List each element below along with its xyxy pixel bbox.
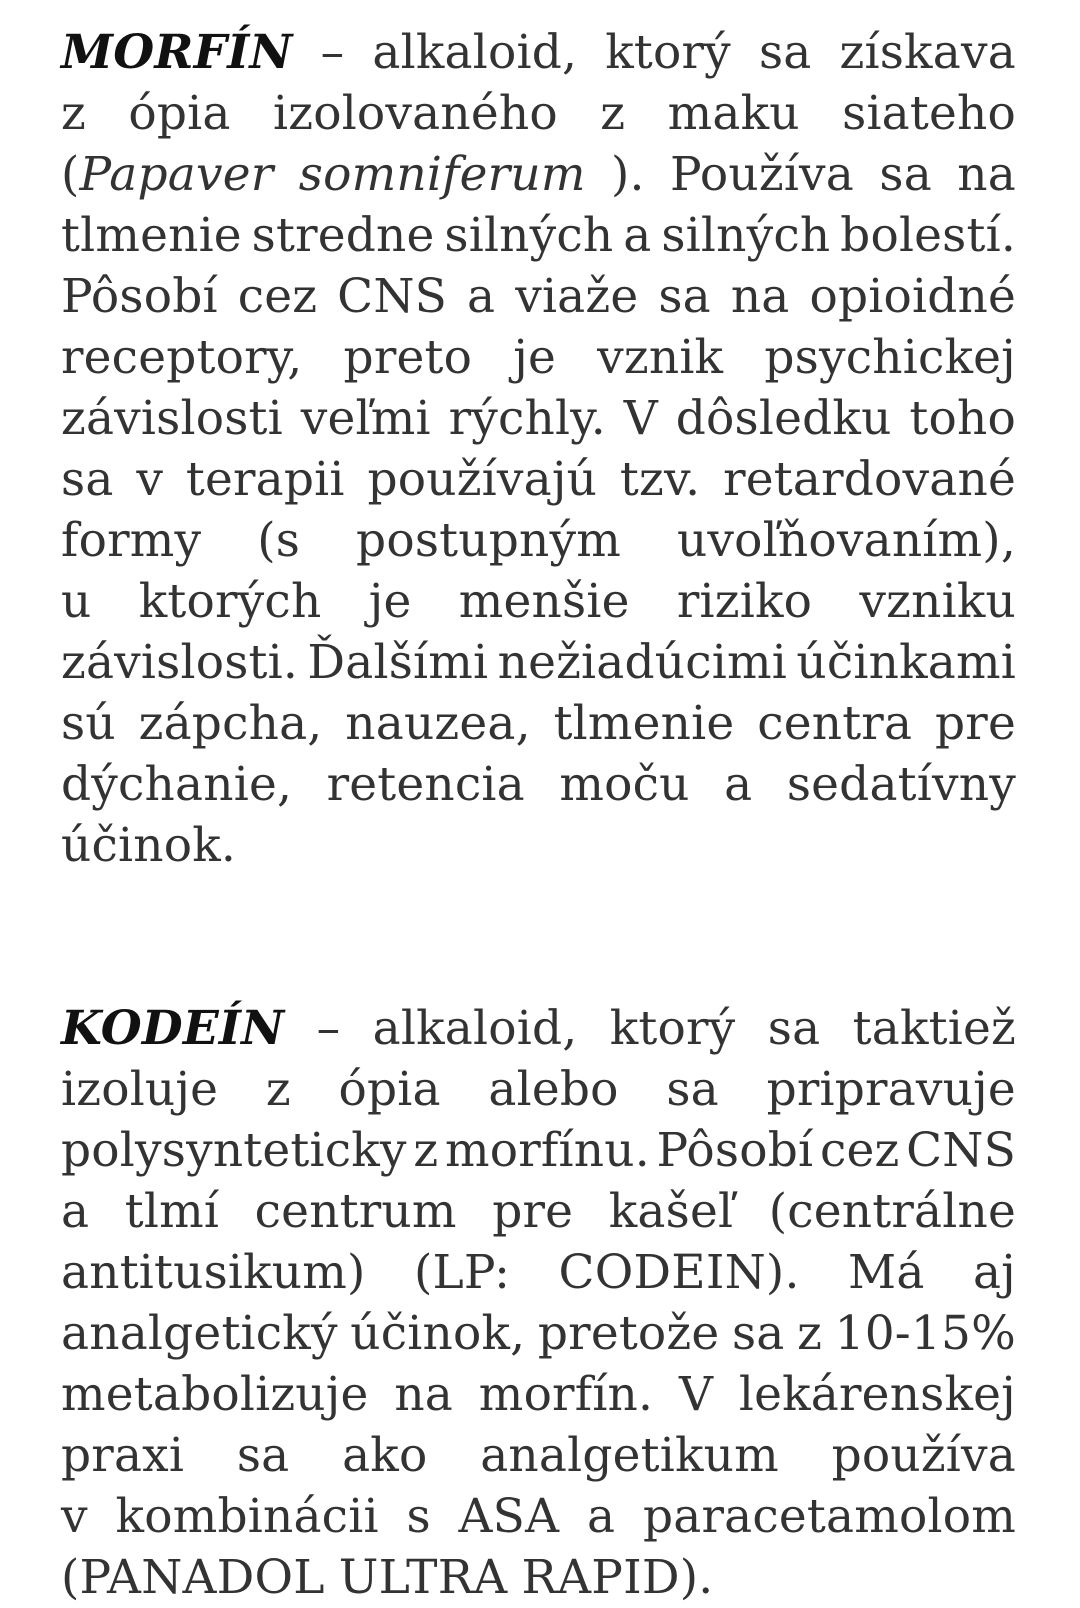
- word-group: [559, 1242, 800, 1303]
- word-group: [842, 83, 1016, 144]
- word-group: [658, 266, 711, 327]
- word-group: [479, 1364, 653, 1425]
- word-group: [787, 754, 1016, 815]
- text-word: používajú: [367, 452, 598, 507]
- word-group: [61, 1303, 338, 1364]
- text-word: v: [61, 1489, 88, 1544]
- text-word: silných: [661, 208, 831, 263]
- word-group: [498, 632, 787, 693]
- text-word: sa: [758, 25, 812, 80]
- word-group: [299, 144, 586, 205]
- word-group: [624, 388, 658, 449]
- text-word: ).: [610, 147, 645, 202]
- text-word: ULTRA: [338, 1550, 508, 1605]
- word-group: [957, 144, 1016, 205]
- word-group: [853, 998, 1016, 1059]
- text-word: CNS: [337, 269, 448, 324]
- text-word: tlmenie: [61, 208, 242, 263]
- text-word: u: [61, 574, 92, 629]
- word-group: [909, 388, 1016, 449]
- text-word: v: [136, 452, 164, 507]
- text-line: [61, 1547, 1016, 1608]
- word-group: [670, 144, 854, 205]
- text-word: V: [623, 391, 658, 446]
- word-group: [513, 327, 556, 388]
- text-word: ako: [342, 1428, 428, 1483]
- word-group: [840, 205, 1016, 266]
- text-word: –: [320, 25, 345, 80]
- text-word: (s: [257, 513, 301, 568]
- word-group: [676, 388, 892, 449]
- word-group: [307, 632, 488, 693]
- text-word: analgetikum: [480, 1428, 779, 1483]
- text-word: z: [600, 86, 626, 141]
- word-group: [61, 754, 292, 815]
- text-word: V: [678, 1367, 714, 1422]
- text-word: a: [724, 757, 753, 812]
- text-word: používa: [831, 1428, 1016, 1483]
- text-word: na: [957, 147, 1016, 202]
- text-word: izolovaného: [273, 86, 558, 141]
- text-line: [61, 754, 1016, 815]
- text-word: získava: [839, 25, 1016, 80]
- word-group: [266, 1059, 291, 1120]
- word-group: [796, 632, 1016, 693]
- text-word: postupným: [356, 513, 621, 568]
- word-group: [480, 1425, 779, 1486]
- text-word: alkaloid,: [372, 25, 578, 80]
- text-word: tzv.: [619, 452, 701, 507]
- text-line: [61, 1303, 1016, 1364]
- text-word: –: [316, 1001, 341, 1056]
- text-word: lekárenskej: [738, 1367, 1016, 1422]
- text-word: pretože: [537, 1306, 720, 1361]
- text-line: [61, 266, 1016, 327]
- text-word: (centrálne: [768, 1184, 1016, 1239]
- text-word: alebo: [488, 1062, 619, 1117]
- word-group: [61, 1486, 88, 1547]
- text-word: a: [467, 269, 496, 324]
- word-group: [238, 266, 318, 327]
- word-group: [522, 1547, 714, 1608]
- text-word: retencia: [326, 757, 525, 812]
- text-word: účinok,: [350, 1306, 526, 1361]
- text-line: [61, 327, 1016, 388]
- text-word: ktorý: [609, 1001, 736, 1056]
- text-word: ASA: [458, 1489, 560, 1544]
- word-group: [848, 1242, 925, 1303]
- word-group: [61, 388, 283, 449]
- word-group: [559, 754, 689, 815]
- text-word: s: [406, 1489, 431, 1544]
- word-group: [973, 1242, 1016, 1303]
- word-group: [767, 1059, 1016, 1120]
- text-word: siateho: [842, 86, 1016, 141]
- text-word: CNS: [906, 1123, 1016, 1178]
- text-line: [61, 693, 1016, 754]
- text-line: [61, 388, 1016, 449]
- text-line: [61, 571, 1016, 632]
- word-group: [679, 1364, 713, 1425]
- word-group: [139, 693, 323, 754]
- text-word: Pôsobí: [61, 269, 218, 324]
- word-group: [757, 693, 912, 754]
- word-group: [840, 22, 1016, 83]
- text-word: izoluje: [61, 1062, 219, 1117]
- text-word: formy: [61, 513, 202, 568]
- word-group: [668, 83, 800, 144]
- text-line: [61, 1181, 1016, 1242]
- word-group: [445, 1120, 650, 1181]
- word-group: [764, 327, 1016, 388]
- word-group: [643, 1486, 1016, 1547]
- text-word: praxi: [61, 1428, 185, 1483]
- word-group: [317, 998, 341, 1059]
- text-word: metabolizuje: [61, 1367, 369, 1422]
- word-group: [342, 1425, 427, 1486]
- word-group: [449, 388, 606, 449]
- word-group: [759, 22, 812, 83]
- word-group: [61, 1547, 325, 1608]
- text-word: sa: [666, 1062, 719, 1117]
- text-word: centrum: [254, 1184, 457, 1239]
- text-word: menšie: [458, 574, 630, 629]
- text-word: a: [623, 208, 652, 263]
- word-group: [444, 205, 613, 266]
- text-word: (: [61, 147, 80, 202]
- word-group: [327, 754, 525, 815]
- text-word: paracetamolom: [642, 1489, 1016, 1544]
- text-word: (LP:: [413, 1245, 511, 1300]
- word-group: [597, 327, 723, 388]
- word-group: [273, 83, 558, 144]
- text-word: morfínu.: [445, 1123, 650, 1178]
- text-word: terapii: [185, 452, 345, 507]
- word-group: [731, 266, 790, 327]
- word-group: [139, 571, 322, 632]
- text-word: rýchly.: [448, 391, 606, 446]
- word-group: [724, 754, 752, 815]
- word-group: [859, 571, 1016, 632]
- text-word: RAPID).: [521, 1550, 714, 1605]
- word-group: [61, 815, 236, 876]
- word-group: [723, 449, 1016, 510]
- text-word: taktiež: [852, 1001, 1016, 1056]
- text-word: cez: [819, 1123, 900, 1178]
- text-line: [61, 1364, 1016, 1425]
- word-group: [252, 205, 435, 266]
- word-group: [136, 449, 163, 510]
- text-word: uvoľňovaním),: [676, 513, 1016, 568]
- word-group: [459, 571, 630, 632]
- text-word: Má: [848, 1245, 925, 1300]
- text-word: sa: [236, 1428, 290, 1483]
- word-group: [677, 571, 812, 632]
- text-word: viaže: [515, 269, 639, 324]
- word-group: [768, 998, 821, 1059]
- word-group: [666, 1059, 719, 1120]
- text-word: psychickej: [764, 330, 1016, 385]
- text-word: polysynteticky: [61, 1123, 407, 1178]
- text-word: toho: [909, 391, 1016, 446]
- word-group: [61, 510, 201, 571]
- text-word: a: [61, 1184, 90, 1239]
- word-group: [935, 693, 1016, 754]
- text-word: závislosti: [61, 391, 283, 446]
- word-group: [255, 1181, 457, 1242]
- word-group: [367, 449, 597, 510]
- word-group: [373, 998, 578, 1059]
- text-word: tlmí: [124, 1184, 220, 1239]
- word-group: [835, 1303, 1016, 1364]
- text-word: ópia: [128, 86, 231, 141]
- word-group: [61, 205, 242, 266]
- word-group: [301, 388, 431, 449]
- word-group: [515, 266, 638, 327]
- word-group: [61, 22, 293, 83]
- word-group: [369, 571, 412, 632]
- text-word: receptory,: [61, 330, 303, 385]
- text-line: [61, 1120, 1016, 1181]
- text-word: účinkami: [796, 635, 1016, 690]
- entry-term: MORFÍN: [61, 25, 293, 80]
- word-group: [61, 266, 218, 327]
- text-word: sa: [767, 1001, 821, 1056]
- text-word: vznik: [597, 330, 724, 385]
- word-group: [657, 1120, 814, 1181]
- text-word: pre: [492, 1184, 574, 1239]
- word-group: [61, 1425, 184, 1486]
- text-word: riziko: [676, 574, 813, 629]
- text-word: z: [265, 1062, 291, 1117]
- text-word: somniferum: [298, 147, 586, 202]
- text-line: [61, 144, 1016, 205]
- word-group: [237, 1425, 290, 1486]
- word-group: [116, 1486, 379, 1547]
- word-group: [61, 998, 284, 1059]
- text-word: stredne: [251, 208, 435, 263]
- word-group: [554, 693, 735, 754]
- word-group: [61, 83, 86, 144]
- word-group: [587, 1486, 615, 1547]
- text-line: [61, 83, 1016, 144]
- word-group: [61, 144, 273, 205]
- text-word: alkaloid,: [372, 1001, 578, 1056]
- text-word: ktorý: [605, 25, 731, 80]
- word-group: [344, 327, 473, 388]
- word-group: [128, 83, 230, 144]
- text-word: a: [586, 1489, 616, 1544]
- document-page: [61, 22, 1016, 1608]
- word-group: [61, 1120, 407, 1181]
- text-word: nežiadúcimi: [497, 635, 788, 690]
- word-group: [61, 449, 114, 510]
- text-word: účinok.: [61, 818, 237, 873]
- word-group: [61, 632, 298, 693]
- word-group: [61, 693, 116, 754]
- word-group: [394, 1364, 453, 1425]
- text-word: Papaver: [79, 147, 274, 202]
- word-group: [820, 1120, 900, 1181]
- text-word: retardované: [723, 452, 1016, 507]
- text-word: opioidné: [809, 269, 1016, 324]
- text-word: sa: [879, 147, 932, 202]
- text-word: veľmi: [300, 391, 431, 446]
- word-group: [769, 1181, 1016, 1242]
- word-group: [459, 1486, 560, 1547]
- text-word: analgetický: [61, 1306, 338, 1361]
- text-line: [61, 510, 1016, 571]
- word-group: [61, 1364, 369, 1425]
- text-line: [61, 1486, 1016, 1547]
- word-group: [339, 1059, 441, 1120]
- text-word: zápcha,: [138, 696, 323, 751]
- word-group: [600, 83, 625, 144]
- text-word: na: [730, 269, 790, 324]
- word-group: [610, 998, 736, 1059]
- text-word: sa: [731, 1306, 785, 1361]
- entry-kodein: [61, 998, 1016, 1608]
- text-word: z: [797, 1306, 823, 1361]
- text-line: [61, 632, 1016, 693]
- word-group: [125, 1181, 219, 1242]
- text-word: vzniku: [859, 574, 1016, 629]
- text-word: morfín.: [478, 1367, 654, 1422]
- word-group: [797, 1303, 822, 1364]
- word-group: [620, 449, 700, 510]
- text-word: preto: [343, 330, 473, 385]
- text-word: sa: [61, 452, 114, 507]
- word-group: [257, 510, 300, 571]
- word-group: [611, 144, 645, 205]
- word-group: [739, 1364, 1016, 1425]
- text-word: aj: [972, 1245, 1016, 1300]
- word-group: [356, 510, 621, 571]
- text-word: tlmenie: [553, 696, 735, 751]
- word-group: [623, 205, 651, 266]
- text-word: 10-15%: [834, 1306, 1016, 1361]
- text-line: [61, 449, 1016, 510]
- word-group: [732, 1303, 785, 1364]
- word-group: [61, 327, 302, 388]
- word-group: [413, 1120, 438, 1181]
- text-line: [61, 205, 1016, 266]
- text-word: CODEIN).: [558, 1245, 800, 1300]
- text-word: cez: [237, 269, 318, 324]
- text-line: [61, 22, 1016, 83]
- text-word: dýchanie,: [61, 757, 293, 812]
- text-line: [61, 998, 1016, 1059]
- text-word: sa: [658, 269, 711, 324]
- word-group: [414, 1242, 510, 1303]
- word-group: [321, 22, 345, 83]
- text-word: dôsledku: [675, 391, 892, 446]
- word-group: [492, 1181, 573, 1242]
- text-word: sú: [61, 696, 116, 751]
- word-group: [406, 1486, 430, 1547]
- word-group: [61, 1242, 366, 1303]
- text-word: Pôsobí: [656, 1123, 814, 1178]
- word-group: [61, 571, 91, 632]
- text-word: antitusikum): [61, 1245, 366, 1300]
- word-group: [467, 266, 495, 327]
- text-line: [61, 815, 1016, 876]
- entry-term: KODEÍN: [61, 1001, 285, 1056]
- word-group: [879, 144, 932, 205]
- text-word: bolestí.: [840, 208, 1016, 263]
- entry-morfin: [61, 22, 1016, 876]
- text-word: (PANADOL: [61, 1550, 325, 1605]
- word-group: [661, 205, 830, 266]
- text-line: [61, 1242, 1016, 1303]
- word-group: [186, 449, 345, 510]
- text-word: Ďalšími: [307, 635, 489, 690]
- text-word: kašeľ: [608, 1184, 734, 1239]
- text-word: z: [413, 1123, 439, 1178]
- text-line: [61, 1059, 1016, 1120]
- word-group: [538, 1303, 720, 1364]
- text-word: je: [513, 330, 557, 385]
- word-group: [61, 1059, 218, 1120]
- text-word: pre: [935, 696, 1016, 751]
- text-word: ktorých: [138, 574, 322, 629]
- text-word: kombinácii: [115, 1489, 379, 1544]
- word-group: [372, 22, 577, 83]
- text-word: maku: [667, 86, 800, 141]
- text-word: silných: [444, 208, 614, 263]
- word-group: [488, 1059, 618, 1120]
- text-word: moču: [559, 757, 690, 812]
- text-line: [61, 1425, 1016, 1486]
- word-group: [832, 1425, 1016, 1486]
- text-word: sedatívny: [786, 757, 1016, 812]
- word-group: [609, 1181, 733, 1242]
- word-group: [350, 1303, 525, 1364]
- word-group: [61, 1181, 89, 1242]
- word-group: [677, 510, 1016, 571]
- text-word: je: [368, 574, 412, 629]
- word-group: [337, 266, 447, 327]
- text-word: pripravuje: [766, 1062, 1016, 1117]
- word-group: [345, 693, 531, 754]
- text-word: ópia: [338, 1062, 441, 1117]
- text-word: z: [61, 86, 86, 141]
- word-group: [605, 22, 731, 83]
- word-group: [906, 1120, 1016, 1181]
- text-word: na: [394, 1367, 454, 1422]
- word-group: [339, 1547, 508, 1608]
- text-word: závislosti.: [61, 635, 298, 690]
- word-group: [809, 266, 1016, 327]
- text-word: centra: [757, 696, 913, 751]
- text-word: Používa: [669, 147, 855, 202]
- text-word: nauzea,: [345, 696, 531, 751]
